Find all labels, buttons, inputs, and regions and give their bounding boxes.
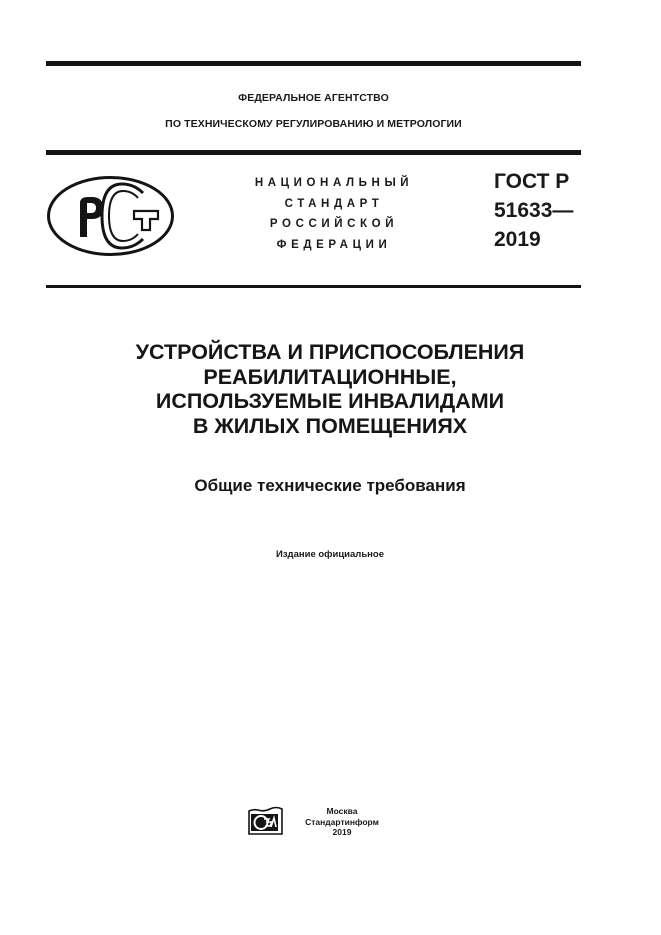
national-standard-line: РОССИЙСКОЙ bbox=[269, 218, 399, 230]
national-standard-line: ФЕДЕРАЦИИ bbox=[276, 238, 392, 251]
publisher-name: Стандартинформ bbox=[305, 816, 379, 827]
title-divider-rule bbox=[46, 285, 581, 288]
document-title bbox=[46, 340, 614, 438]
edition-note: Издание официальное bbox=[276, 549, 384, 560]
designation-line: 2019 bbox=[494, 228, 541, 251]
publisher-imprint bbox=[292, 806, 392, 838]
designation-line: ГОСТ Р bbox=[494, 170, 570, 193]
title-line: ИСПОЛЬЗУЕМЫЕ ИНВАЛИДАМИ bbox=[155, 389, 505, 413]
publisher-city: Москва bbox=[326, 806, 358, 816]
title-line: РЕАБИЛИТАЦИОННЫЕ, bbox=[203, 364, 457, 389]
agency-name-line-1: ФЕДЕРАЛЬНОЕ АГЕНТСТВО bbox=[238, 92, 389, 104]
designation-line: 51633— bbox=[494, 199, 574, 222]
standartinform-logo-icon bbox=[248, 806, 286, 836]
document-subtitle: Общие технические требования bbox=[194, 476, 466, 495]
standard-designation bbox=[494, 167, 573, 254]
national-standard-line: СТАНДАРТ bbox=[284, 197, 384, 210]
top-divider-rule bbox=[46, 61, 581, 66]
title-line: УСТРОЙСТВА И ПРИСПОСОБЛЕНИЯ bbox=[135, 340, 525, 364]
header-divider-rule bbox=[46, 150, 581, 155]
publication-year: 2019 bbox=[332, 827, 352, 837]
gost-r-logo-icon bbox=[46, 175, 175, 257]
national-standard-label bbox=[244, 173, 424, 255]
national-standard-line: НАЦИОНАЛЬНЫЙ bbox=[254, 177, 414, 189]
agency-name-line-2: ПО ТЕХНИЧЕСКОМУ РЕГУЛИРОВАНИЮ И МЕТРОЛОГИИ bbox=[165, 118, 462, 130]
title-line: В ЖИЛЫХ ПОМЕЩЕНИЯХ bbox=[192, 413, 468, 438]
